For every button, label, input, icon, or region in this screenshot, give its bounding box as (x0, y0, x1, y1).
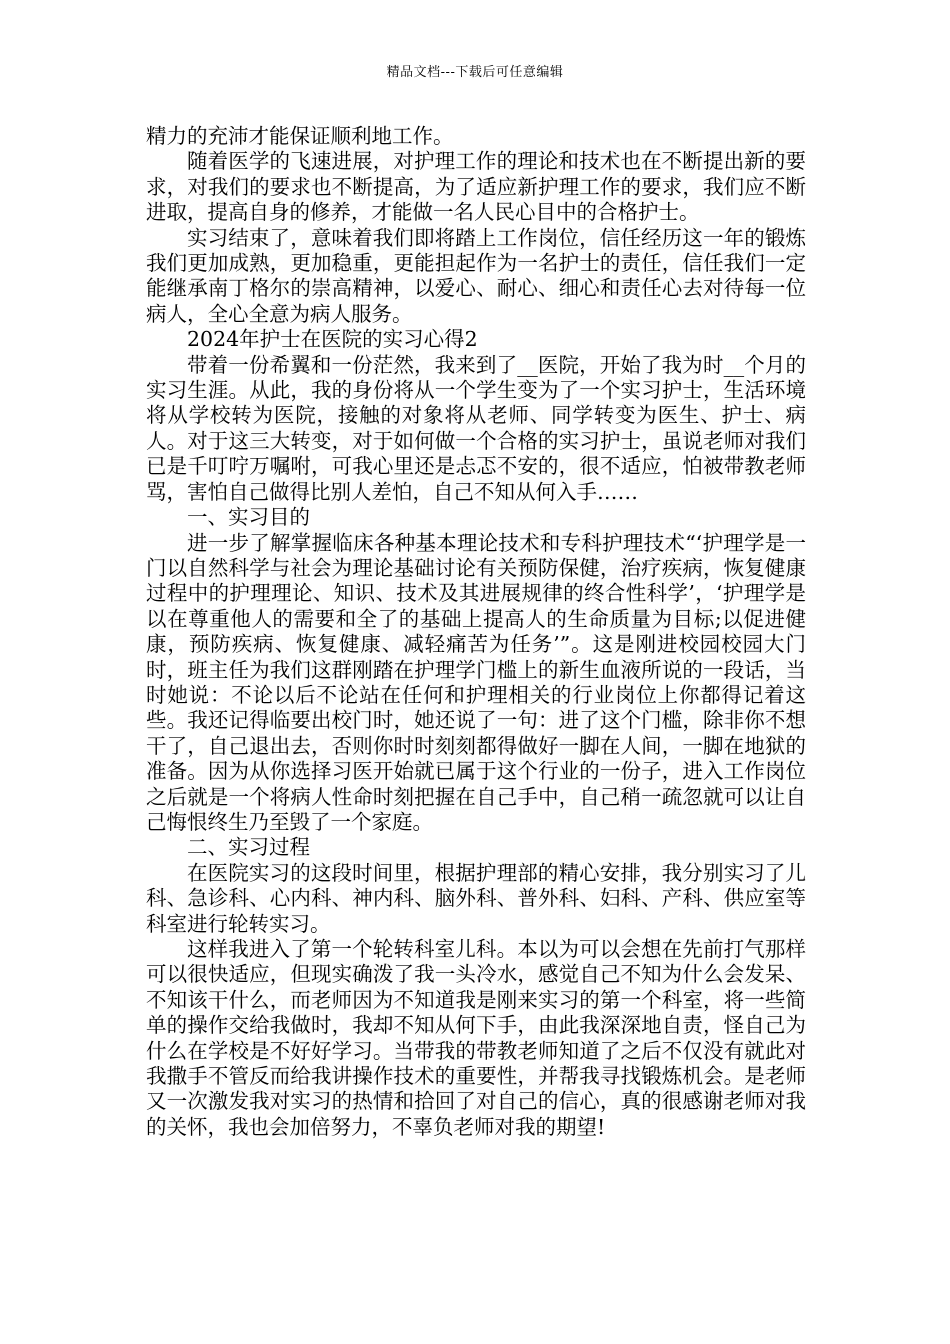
paragraph: 实习结束了，意味着我们即将踏上工作岗位，信任经历这一年的锻炼我们更加成熟，更加稳重，更能担起作为一名护士的责任，信任我们一定能继承南丁格尔的崇高精神，以爱心、耐心、细心和责任心去对待每一位病人，全心全意为病人服务。 (146, 225, 806, 326)
paragraph: 这样我进入了第一个轮转科室儿科。本以为可以会想在先前打气那样可以很快适应，但现实确泼了我一头冷水，感觉自己不知为什么会发呆、不知该干什么，而老师因为不知道我是刚来实习的第一个科室，将一些简单的操作交给我做时，我却不知从何下手，由此我深深地自责，怪自己为什么在学校是不好好学习。当带我的带教老师知道了之后不仅没有就此对我撒手不管反而给我讲操作技术的重要性，并帮我寻找锻炼机会。是老师又一次激发我对实习的热情和拾回了对自己的信心，真的很感谢老师对我的关怀，我也会加倍努力，不辜负老师对我的期望! (146, 937, 806, 1139)
paragraph: 在医院实习的这段时间里，根据护理部的精心安排，我分别实习了儿科、急诊科、心内科、神内科、脑外科、普外科、妇科、产科、供应室等科室进行轮转实习。 (146, 860, 806, 936)
paragraph: 随着医学的飞速进展，对护理工作的理论和技术也在不断提出新的要求，对我们的要求也不断提高，为了适应新护理工作的要求，我们应不断进取，提高自身的修养，才能做一名人民心目中的合格护士。 (146, 149, 806, 225)
paragraph: 带着一份希翼和一份茫然，我来到了__医院，开始了我为时__个月的实习生涯。从此，我的身份将从一个学生变为了一个实习护士，生活环境将从学校转为医院，接触的对象将从老师、同学转变为医生、护士、病人。对于这三大转变，对于如何做一个合格的实习护士，虽说老师对我们已是千叮咛万嘱咐，可我心里还是忐忑不安的，很不适应，怕被带教老师骂，害怕自己做得比别人差怕，自己不知从何入手…… (146, 352, 806, 504)
section-heading-purpose: 一、实习目的 (187, 505, 310, 530)
section-title: 2024年护士在医院的实习心得2 (187, 327, 478, 352)
paragraph-continuation: 精力的充沛才能保证顺利地工作。 (146, 124, 454, 148)
document-body (146, 124, 806, 1140)
section-heading-process: 二、实习过程 (187, 835, 310, 860)
paragraph: 进一步了解掌握临床各种基本理论技术和专科护理技术“‘护理学是一门以自然科学与社会为理论基础讨论有关预防保健，治疗疾病，恢复健康过程中的护理理论、知识、技术及其进展规律的终合性科学’，‘护理学是以在尊重他人的需要和全了的基础上提高人的生命质量为目标;以促进健康，预防疾病、恢复健康、减轻痛苦为任务’”。这是刚进校园校园大门时，班主任为我们这群刚踏在护理学门槛上的新生血液所说的一段话，当时她说：不论以后不论站在任何和护理相关的行业岗位上你都得记着这些。我还记得临要出校门时，她还说了一句：进了这个门槛，除非你不想干了，自己退出去，否则你时时刻刻都得做好一脚在人间，一脚在地狱的准备。因为从你选择习医开始就已属于这个行业的一份子，进入工作岗位之后就是一个将病人性命时刻把握在自己手中，自己稍一疏忽就可以让自己悔恨终生乃至毁了一个家庭。 (146, 530, 806, 834)
page-header: 精品文档---下载后可任意编辑 (386, 65, 564, 80)
